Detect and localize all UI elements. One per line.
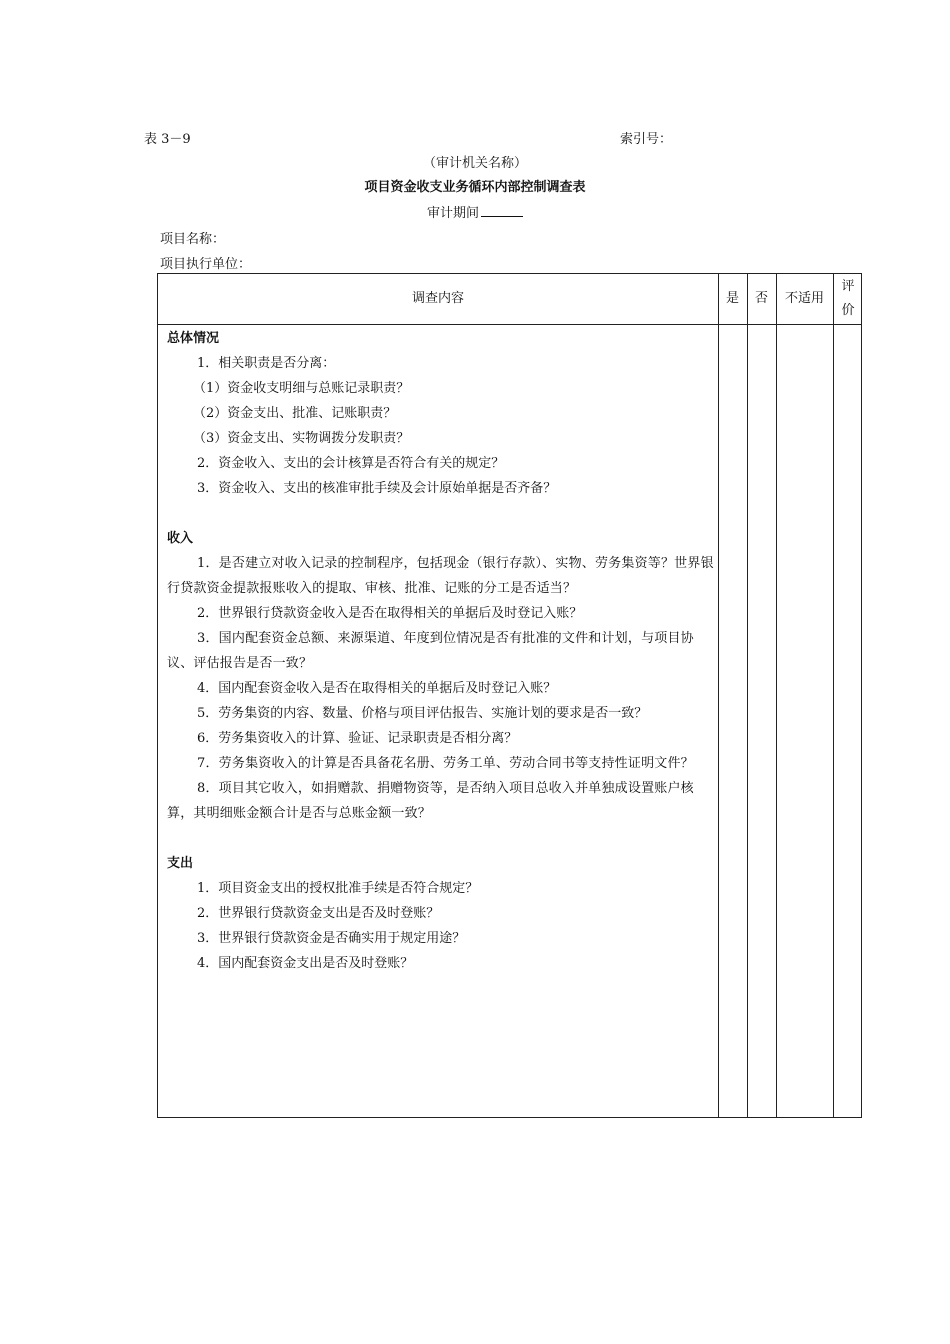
index-number-label: 索引号： <box>620 132 673 147</box>
section-title-general: 总体情况 <box>167 331 220 346</box>
column-divider <box>718 274 719 1117</box>
column-header-evaluation: 评价 <box>841 279 855 318</box>
list-item: 2．世界银行贷款资金收入是否在取得相关的单据后及时登记入账？ <box>197 606 583 621</box>
list-item: 3．资金收入、支出的核准审批手续及会计原始单据是否齐备？ <box>197 481 557 496</box>
survey-content <box>167 326 715 976</box>
column-header-content: 调查内容 <box>411 291 464 306</box>
list-item: 6．劳务集资收入的计算、验证、记录职责是否相分离？ <box>197 731 518 746</box>
audit-period-blank[interactable] <box>481 204 523 217</box>
project-unit-label: 项目执行单位： <box>160 257 252 272</box>
audit-period-label: 审计期间 <box>426 206 479 221</box>
list-item: 4．国内配套资金支出是否及时登账？ <box>197 956 414 971</box>
column-header-not-applicable: 不适用 <box>784 291 824 306</box>
table-number: 表 3－9 <box>144 132 191 147</box>
list-item: 2．资金收入、支出的会计核算是否符合有关的规定？ <box>197 456 505 471</box>
list-item: （1）资金收支明细与总账记录职责？ <box>193 381 410 396</box>
column-divider <box>833 274 834 1117</box>
list-item: 5．劳务集资的内容、数量、价格与项目评估报告、实施计划的要求是否一致？ <box>197 706 648 721</box>
page-title: 项目资金收支业务循环内部控制调查表 <box>364 180 586 195</box>
list-item: 2．世界银行贷款资金支出是否及时登账？ <box>197 906 440 921</box>
list-item: 3．国内配套资金总额、来源渠道、年度到位情况是否有批准的文件和计划，与项目协议、评估报告是否一致？ <box>167 631 694 671</box>
column-divider <box>747 274 748 1117</box>
section-title-income: 收入 <box>167 531 194 546</box>
audit-period <box>0 202 950 221</box>
column-header-yes: 是 <box>725 291 739 306</box>
list-item: 4．国内配套资金收入是否在取得相关的单据后及时登记入账？ <box>197 681 557 696</box>
list-item: （2）资金支出、批准、记账职责？ <box>193 406 397 421</box>
section-title-expenditure: 支出 <box>167 856 194 871</box>
list-item: 1．是否建立对收入记录的控制程序，包括现金（银行存款）、实物、劳务集资等？世界银行贷款资金提款报账收入的提取、审核、批准、记账的分工是否适当？ <box>167 556 714 596</box>
list-item: 8．项目其它收入，如捐赠款、捐赠物资等，是否纳入项目总收入并单独成设置账户核算，其明细账金额合计是否与总账金额一致？ <box>167 781 694 821</box>
header-divider <box>158 324 861 325</box>
list-item: （3）资金支出、实物调拨分发职责？ <box>193 431 410 446</box>
audit-organization-name: （审计机关名称） <box>422 156 527 171</box>
list-item: 3．世界银行贷款资金是否确实用于规定用途？ <box>197 931 466 946</box>
column-divider <box>776 274 777 1117</box>
list-item: 1．项目资金支出的授权批准手续是否符合规定？ <box>197 881 479 896</box>
list-item: 7．劳务集资收入的计算是否具备花名册、劳务工单、劳动合同书等支持性证明文件？ <box>197 756 694 771</box>
list-item: 1．相关职责是否分离： <box>197 356 336 371</box>
project-name-label: 项目名称： <box>160 232 226 247</box>
survey-table <box>157 273 862 1118</box>
column-header-no: 否 <box>754 291 768 306</box>
